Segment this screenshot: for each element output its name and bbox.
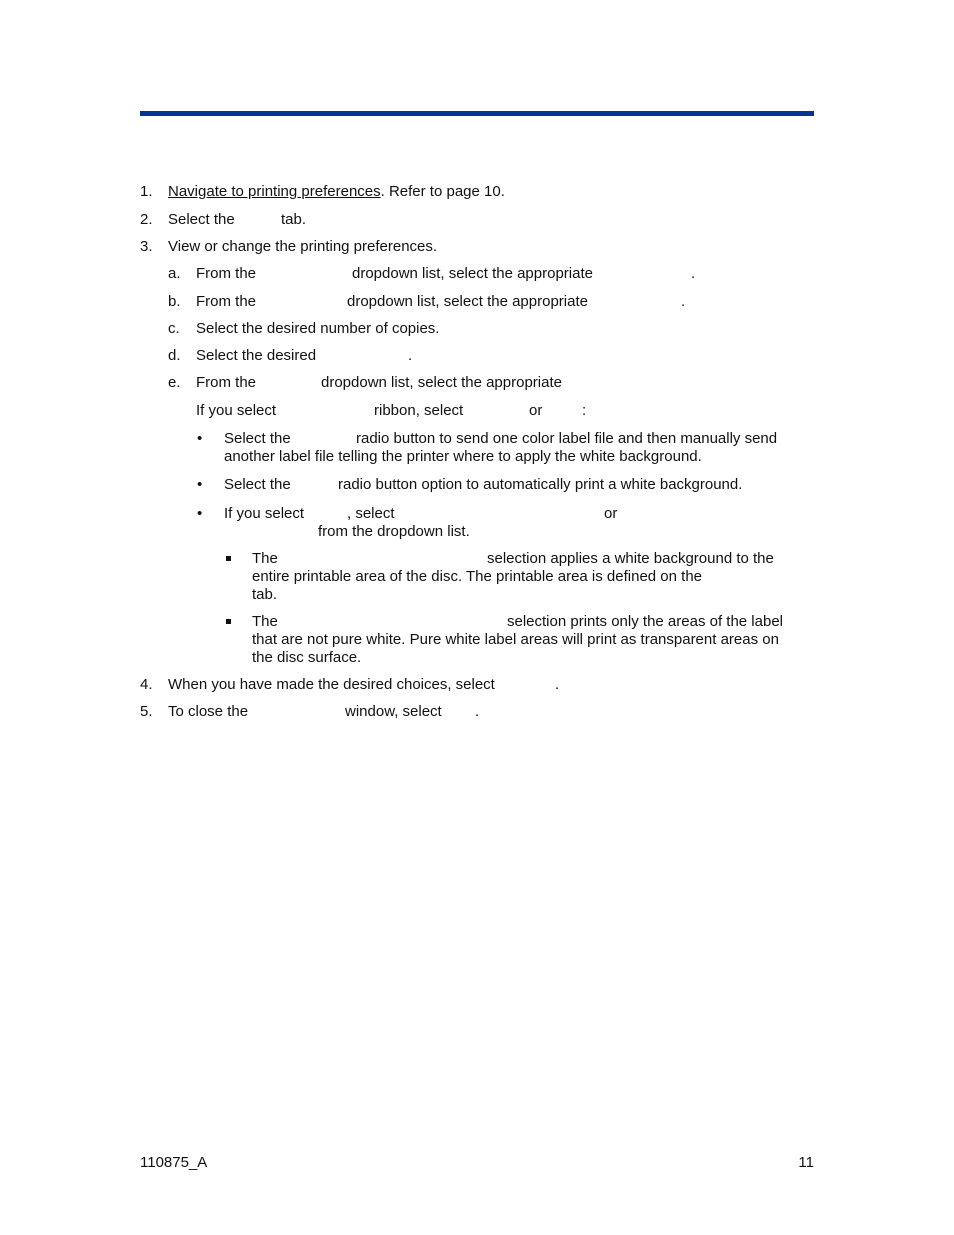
step-text-part: tab. xyxy=(281,211,307,228)
bullet-text-line: another label file telling the printer where to apply the white background. xyxy=(224,448,702,465)
step-text-part: . xyxy=(555,676,560,693)
substep-letter: d. xyxy=(168,347,181,364)
substep-letter: c. xyxy=(168,320,180,337)
navigate-printing-preferences-link[interactable]: Navigate to printing preferences xyxy=(168,183,381,200)
step-3-text: View or change the printing preferences. xyxy=(168,238,438,255)
sub-bullet-text-part: The xyxy=(252,550,278,567)
sub-bullet-text-part: The xyxy=(252,613,278,630)
step-text-part: . xyxy=(475,703,480,720)
step-text-part: Select the xyxy=(168,211,235,228)
bullet-text-part: Select the xyxy=(224,430,291,447)
step-text-part: window, select xyxy=(345,703,442,720)
sub-bullet-text-line: the disc surface. xyxy=(252,649,362,666)
substep-text-part: . xyxy=(681,293,686,310)
substep-text: Select the desired number of copies. xyxy=(196,320,440,337)
ribbon-note-part: or xyxy=(529,402,543,419)
ribbon-note-part: ribbon, select xyxy=(374,402,464,419)
bullet-text-part: or xyxy=(604,505,618,522)
substep-letter: e. xyxy=(168,374,181,391)
bullet-marker: • xyxy=(197,505,203,522)
substep-letter: a. xyxy=(168,265,181,282)
sub-bullet-text-line: entire printable area of the disc. The printable area is defined on the xyxy=(252,568,703,585)
square-bullet-icon xyxy=(226,556,231,561)
substep-text-part: . xyxy=(408,347,413,364)
step-number: 1. xyxy=(140,183,153,200)
substep-text-part: Select the desired xyxy=(196,347,317,364)
bullet-marker: • xyxy=(197,476,203,493)
step-number: 3. xyxy=(140,238,153,255)
bullet-text-part: If you select xyxy=(224,505,305,522)
sub-bullet-text-line: tab. xyxy=(252,586,278,603)
substep-text-part: From the xyxy=(196,265,257,282)
sub-bullet-text-line: that are not pure white. Pure white label areas will print as transparent areas on xyxy=(252,631,779,648)
page-number: 11 xyxy=(798,1154,814,1171)
substep-text-part: . xyxy=(691,265,696,282)
bullet-text-line: from the dropdown list. xyxy=(318,523,470,540)
substep-text-part: From the xyxy=(196,374,257,391)
header-rule xyxy=(140,111,814,116)
substep-text-part: dropdown list, select the appropriate xyxy=(321,374,562,391)
step-number: 2. xyxy=(140,211,153,228)
step-number: 5. xyxy=(140,703,153,720)
substep-text-part: From the xyxy=(196,293,257,310)
step-text-part: When you have made the desired choices, select xyxy=(168,676,495,693)
ribbon-note-part: If you select xyxy=(196,402,277,419)
bullet-text-part: radio button option to automatically print a white background. xyxy=(338,476,743,493)
step-number: 4. xyxy=(140,676,153,693)
sub-bullet-text-part: selection prints only the areas of the label xyxy=(507,613,783,630)
ribbon-note-part: : xyxy=(582,402,587,419)
substep-text-part: dropdown list, select the appropriate xyxy=(352,265,593,282)
square-bullet-icon xyxy=(226,619,231,624)
sub-bullet-text-part: selection applies a white background to the xyxy=(487,550,774,567)
bullet-text-part: radio button to send one color label file and then manually send xyxy=(356,430,778,447)
bullet-marker: • xyxy=(197,430,203,447)
substep-letter: b. xyxy=(168,293,181,310)
step-1-text xyxy=(168,183,505,201)
step-1-rest: . Refer to page 10. xyxy=(380,183,505,200)
step-text-part: To close the xyxy=(168,703,249,720)
bullet-text-part: , select xyxy=(347,505,395,522)
substep-text-part: dropdown list, select the appropriate xyxy=(347,293,588,310)
document-number: 110875_A xyxy=(140,1154,208,1171)
bullet-text-part: Select the xyxy=(224,476,291,493)
